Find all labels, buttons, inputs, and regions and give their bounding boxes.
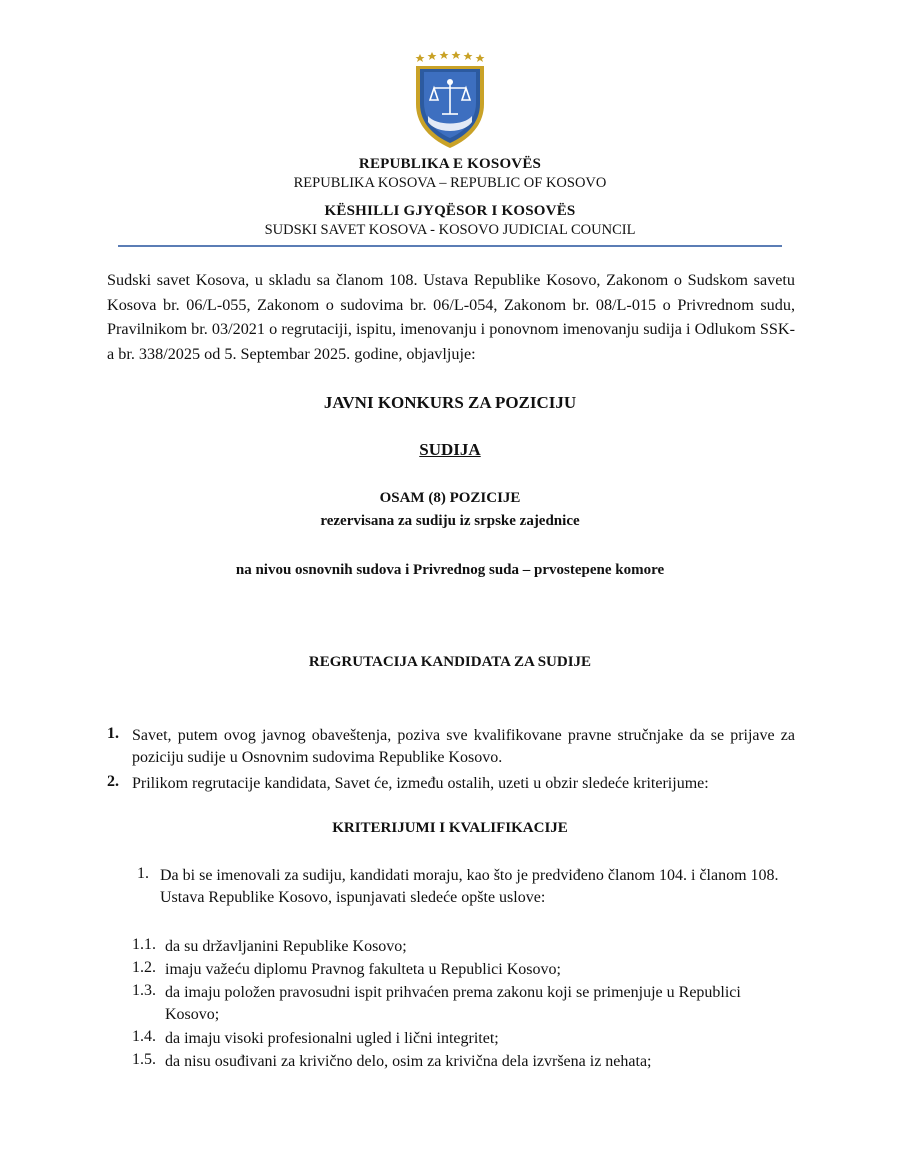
list-number: 2. — [107, 773, 119, 790]
header-divider — [118, 245, 782, 247]
list-number: 1. — [107, 725, 119, 742]
announcement-title: JAVNI KONKURS ZA POZICIJU — [323, 393, 577, 412]
court-level: na nivou osnovnih sudova i Privrednog suda – prvostepene komore — [235, 562, 665, 578]
condition-item: da su državljanini Republike Kosovo; — [165, 938, 407, 955]
list-item: Prilikom regrutacije kandidata, Savet će, između ostalih, uzeti u obzir sledeće kriterijume: — [132, 775, 709, 792]
condition-item: da nisu osuđivani za krivično delo, osim za krivična dela izvršena iz nehata; — [165, 1053, 652, 1070]
criteria-heading: KRITERIJUMI I KVALIFIKACIJE — [332, 820, 568, 836]
condition-number: 1.1. — [132, 936, 156, 953]
header-subtitle: REPUBLIKA KOSOVA – REPUBLIC OF KOSOVO — [293, 175, 607, 191]
positions-count: OSAM (8) POZICIJE — [379, 490, 521, 506]
condition-number: 1.4. — [132, 1028, 156, 1045]
condition-item: da imaju visoki profesionalni ugled i lični integritet; — [165, 1030, 499, 1047]
list-number: 1. — [137, 865, 149, 882]
intro-paragraph: Sudski savet Kosova, u skladu sa članom 108. Ustava Republike Kosovo, Zakonom o Sudskom savetu Kosova br. 06/L-055, Zakonom o sudovima br. 06/L-054, Zakonom br. 08/L-015 o Privrednom sudu, Pravilnikom br. 03/2021 o regrutaciji, ispitu, imenovanju i ponovnom imenovanju sudija i Odlukom SSK-a br. 338/2025 od 5. Septembar 2025. godine, objavljuje: — [107, 271, 795, 363]
coat-of-arms-icon — [410, 42, 490, 152]
council-subtitle: SUDSKI SAVET KOSOVA - KOSOVO JUDICIAL COUNCIL — [264, 222, 636, 238]
recruitment-heading: REGRUTACIJA KANDIDATA ZA SUDIJE — [308, 654, 592, 670]
condition-item: imaju važeću diplomu Pravnog fakulteta u Republici Kosovo; — [165, 961, 561, 978]
header-title-albanian: REPUBLIKA E KOSOVËS — [358, 156, 542, 172]
council-title-albanian: KËSHILLI GJYQËSOR I KOSOVËS — [324, 203, 576, 219]
position-title: SUDIJA — [419, 440, 481, 459]
condition-number: 1.5. — [132, 1051, 156, 1068]
reservation-note: rezervisana za sudiju iz srpske zajednice — [320, 513, 580, 529]
condition-item: da imaju položen pravosudni ispit prihvaćen prema zakonu koji se primenjuje u Republici Kosovo; — [165, 984, 741, 1023]
condition-number: 1.3. — [132, 982, 156, 999]
list-item: Savet, putem ovog javnog obaveštenja, poziva sve kvalifikovane pravne stručnjake da se prijave za poziciju sudije u Osnovnim sudovima Republike Kosovo. — [132, 727, 795, 766]
condition-number: 1.2. — [132, 959, 156, 976]
stars-icon — [416, 51, 485, 62]
criteria-item: Da bi se imenovali za sudiju, kandidati moraju, kao što je predviđeno članom 104. i članom 108. Ustava Republike Kosovo, ispunjavati sledeće opšte uslove: — [160, 867, 779, 906]
